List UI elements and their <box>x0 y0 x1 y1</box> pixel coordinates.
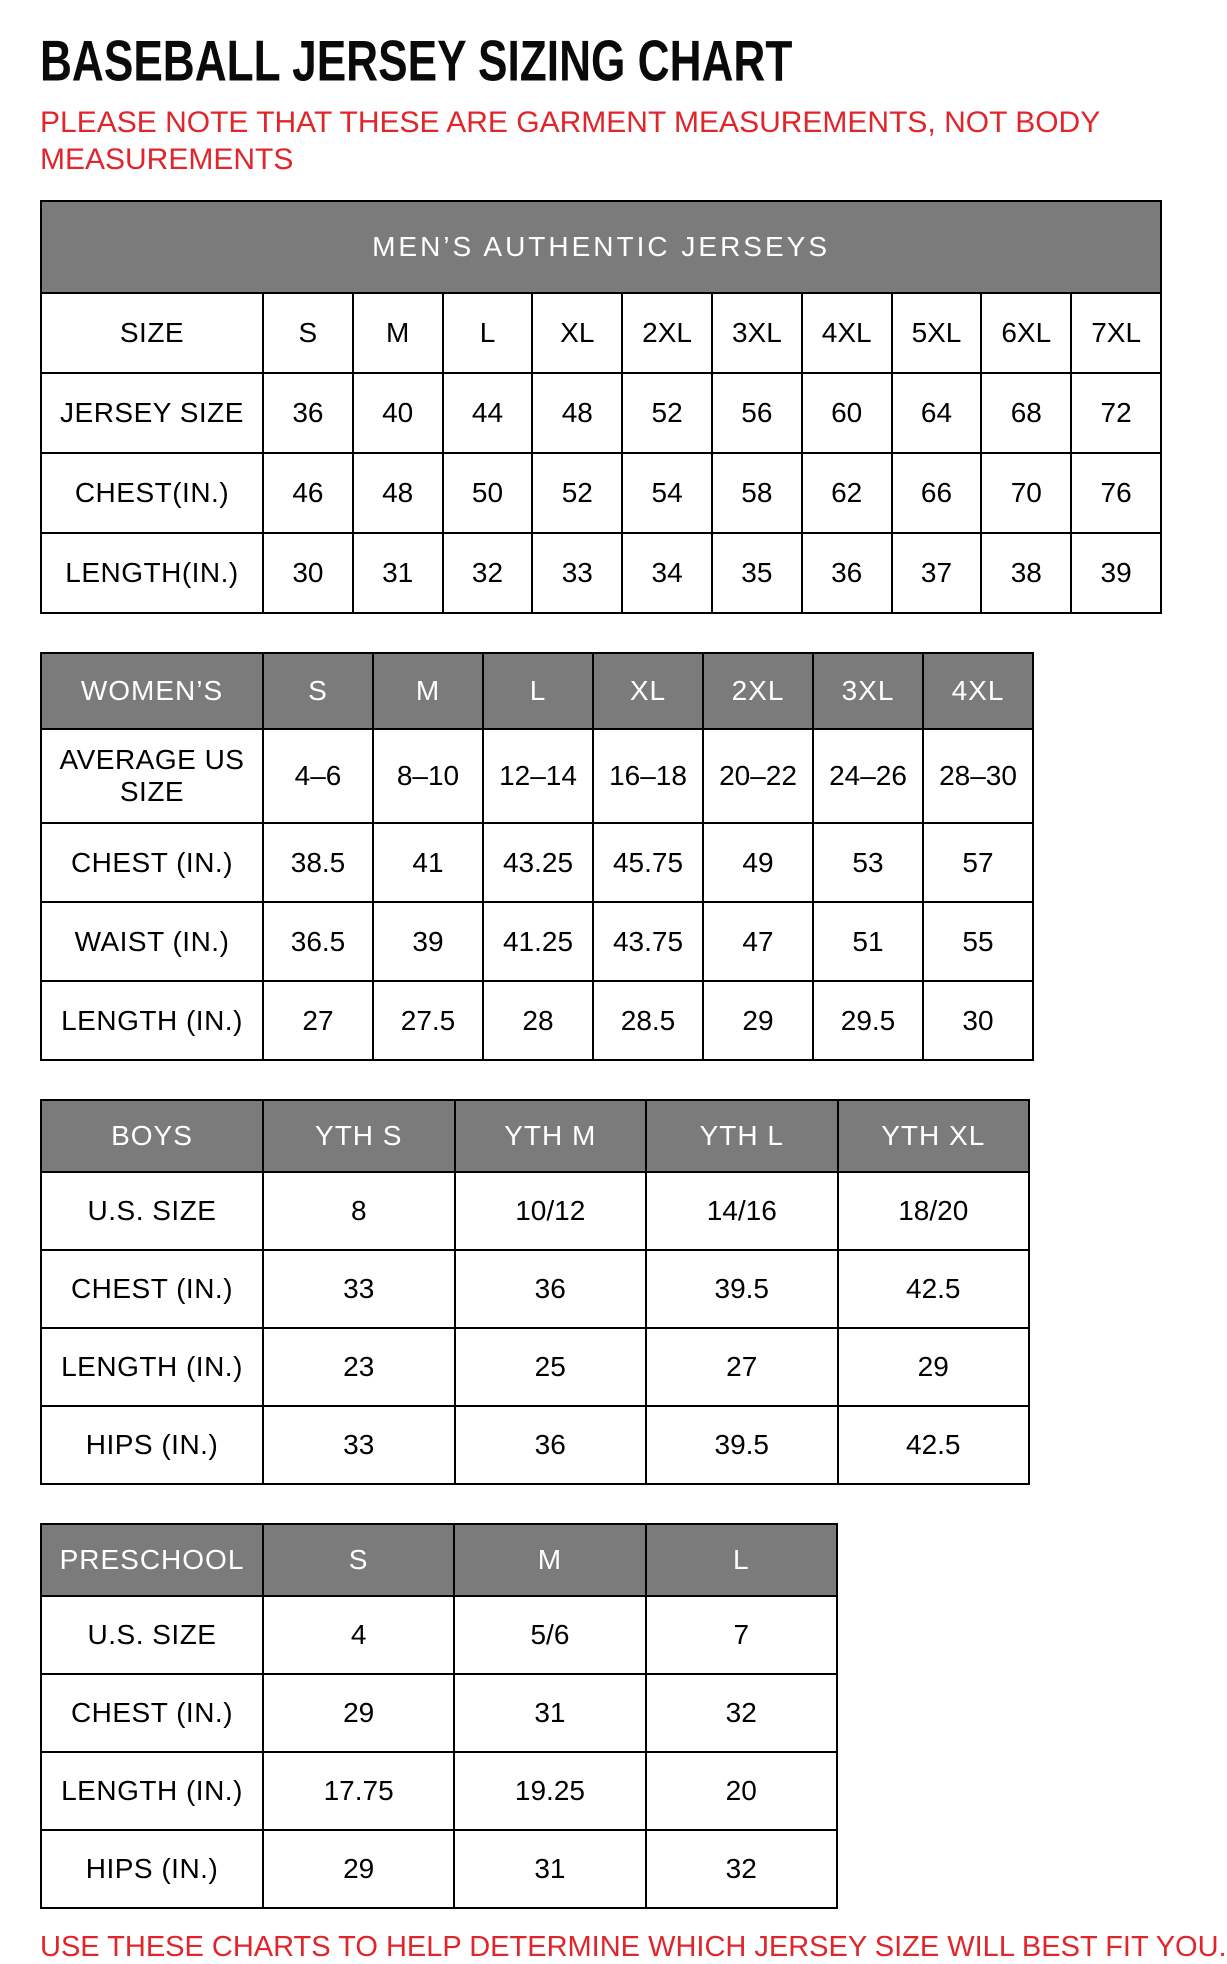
column-header: XL <box>593 653 703 729</box>
table-cell: 36 <box>263 373 353 453</box>
table-cell: 31 <box>454 1674 645 1752</box>
table-cell: 8–10 <box>373 729 483 823</box>
table-cell: L <box>443 293 533 373</box>
table-cell: 44 <box>443 373 533 453</box>
row-label-chest: CHEST (IN.) <box>41 1674 263 1752</box>
table-cell: 24–26 <box>813 729 923 823</box>
table-cell: 32 <box>646 1674 837 1752</box>
table-cell: 37 <box>892 533 982 613</box>
table-cell: 76 <box>1071 453 1161 533</box>
table-cell: 48 <box>353 453 443 533</box>
table-cell: 42.5 <box>838 1250 1030 1328</box>
table-cell: 17.75 <box>263 1752 454 1830</box>
table-cell: 66 <box>892 453 982 533</box>
row-label-us-size: U.S. SIZE <box>41 1172 263 1250</box>
table-cell: 39 <box>373 902 483 981</box>
table-cell: 20–22 <box>703 729 813 823</box>
table-cell: 36 <box>455 1406 647 1484</box>
table-cell: 55 <box>923 902 1033 981</box>
table-cell: 32 <box>646 1830 837 1908</box>
womens-table-header: WOMEN’S <box>41 653 263 729</box>
column-header: YTH XL <box>838 1100 1030 1172</box>
table-cell: 25 <box>455 1328 647 1406</box>
preschool-sizing-table <box>40 1523 838 1909</box>
column-header: 4XL <box>923 653 1033 729</box>
table-cell: S <box>263 293 353 373</box>
table-cell: 48 <box>532 373 622 453</box>
table-cell: 12–14 <box>483 729 593 823</box>
table-cell: 31 <box>454 1830 645 1908</box>
boys-table-header: BOYS <box>41 1100 263 1172</box>
row-label-waist: WAIST (IN.) <box>41 902 263 981</box>
table-cell: 27.5 <box>373 981 483 1060</box>
table-cell: 33 <box>532 533 622 613</box>
table-cell: 39.5 <box>646 1406 838 1484</box>
column-header: YTH S <box>263 1100 455 1172</box>
table-cell: 28 <box>483 981 593 1060</box>
column-header: M <box>454 1524 645 1596</box>
table-cell: 19.25 <box>454 1752 645 1830</box>
table-cell: 43.75 <box>593 902 703 981</box>
table-cell: 30 <box>923 981 1033 1060</box>
table-cell: 41 <box>373 823 483 902</box>
table-cell: 49 <box>703 823 813 902</box>
row-label-us-size: U.S. SIZE <box>41 1596 263 1674</box>
table-cell: 39.5 <box>646 1250 838 1328</box>
column-header: L <box>483 653 593 729</box>
row-label-length: LENGTH (IN.) <box>41 1328 263 1406</box>
table-cell: 8 <box>263 1172 455 1250</box>
table-cell: 29.5 <box>813 981 923 1060</box>
table-cell: 27 <box>263 981 373 1060</box>
table-cell: 60 <box>802 373 892 453</box>
table-cell: 64 <box>892 373 982 453</box>
table-cell: 18/20 <box>838 1172 1030 1250</box>
row-label-length: LENGTH(IN.) <box>41 533 263 613</box>
column-header: L <box>646 1524 837 1596</box>
table-cell: 36.5 <box>263 902 373 981</box>
table-cell: 43.25 <box>483 823 593 902</box>
table-cell: 50 <box>443 453 533 533</box>
column-header: YTH L <box>646 1100 838 1172</box>
table-cell: 16–18 <box>593 729 703 823</box>
row-label-average-us-size: AVERAGE US SIZE <box>41 729 263 823</box>
table-cell: 7 <box>646 1596 837 1674</box>
table-cell: 36 <box>455 1250 647 1328</box>
row-label-size: SIZE <box>41 293 263 373</box>
table-cell: 4 <box>263 1596 454 1674</box>
table-cell: 29 <box>703 981 813 1060</box>
table-cell: 34 <box>622 533 712 613</box>
table-cell: 39 <box>1071 533 1161 613</box>
row-label-chest: CHEST (IN.) <box>41 823 263 902</box>
table-cell: 45.75 <box>593 823 703 902</box>
table-cell: 51 <box>813 902 923 981</box>
table-cell: 53 <box>813 823 923 902</box>
column-header: M <box>373 653 483 729</box>
table-cell: 4XL <box>802 293 892 373</box>
table-cell: 52 <box>622 373 712 453</box>
table-cell: 72 <box>1071 373 1161 453</box>
column-header: S <box>263 653 373 729</box>
table-cell: 7XL <box>1071 293 1161 373</box>
table-cell: 46 <box>263 453 353 533</box>
table-cell: 56 <box>712 373 802 453</box>
table-cell: 54 <box>622 453 712 533</box>
column-header: YTH M <box>455 1100 647 1172</box>
boys-sizing-table <box>40 1099 1030 1485</box>
table-cell: 6XL <box>981 293 1071 373</box>
row-label-chest: CHEST (IN.) <box>41 1250 263 1328</box>
table-cell: 4–6 <box>263 729 373 823</box>
table-cell: 57 <box>923 823 1033 902</box>
table-cell: 40 <box>353 373 443 453</box>
table-cell: XL <box>532 293 622 373</box>
table-cell: 38.5 <box>263 823 373 902</box>
column-header: 3XL <box>813 653 923 729</box>
table-cell: 62 <box>802 453 892 533</box>
table-cell: 32 <box>443 533 533 613</box>
measurement-note: PLEASE NOTE THAT THESE ARE GARMENT MEASUREMENTS, NOT BODY MEASUREMENTS <box>40 106 1100 176</box>
table-cell: 29 <box>263 1830 454 1908</box>
table-cell: 68 <box>981 373 1071 453</box>
table-cell: 14/16 <box>646 1172 838 1250</box>
table-cell: 31 <box>353 533 443 613</box>
column-header: S <box>263 1524 454 1596</box>
table-cell: 58 <box>712 453 802 533</box>
row-label-length: LENGTH (IN.) <box>41 981 263 1060</box>
column-header: 2XL <box>703 653 813 729</box>
table-cell: 29 <box>838 1328 1030 1406</box>
table-cell: 38 <box>981 533 1071 613</box>
preschool-table-header: PRESCHOOL <box>41 1524 263 1596</box>
table-cell: 30 <box>263 533 353 613</box>
womens-sizing-table <box>40 652 1034 1061</box>
row-label-jersey-size: JERSEY SIZE <box>41 373 263 453</box>
table-cell: 33 <box>263 1406 455 1484</box>
mens-table-banner: MEN’S AUTHENTIC JERSEYS <box>41 201 1161 293</box>
fit-advice-footer: USE THESE CHARTS TO HELP DETERMINE WHICH JERSEY SIZE WILL BEST FIT YOU. <box>40 1931 1227 1963</box>
table-cell: 28.5 <box>593 981 703 1060</box>
table-cell: 10/12 <box>455 1172 647 1250</box>
table-cell: 23 <box>263 1328 455 1406</box>
mens-sizing-table <box>40 200 1162 614</box>
table-cell: 29 <box>263 1674 454 1752</box>
table-cell: 2XL <box>622 293 712 373</box>
table-cell: 35 <box>712 533 802 613</box>
row-label-chest: CHEST(IN.) <box>41 453 263 533</box>
table-cell: 47 <box>703 902 813 981</box>
table-cell: 28–30 <box>923 729 1033 823</box>
table-cell: 5/6 <box>454 1596 645 1674</box>
row-label-hips: HIPS (IN.) <box>41 1830 263 1908</box>
table-cell: 33 <box>263 1250 455 1328</box>
table-cell: 36 <box>802 533 892 613</box>
table-cell: 20 <box>646 1752 837 1830</box>
table-cell: M <box>353 293 443 373</box>
table-cell: 42.5 <box>838 1406 1030 1484</box>
table-cell: 41.25 <box>483 902 593 981</box>
table-cell: 27 <box>646 1328 838 1406</box>
row-label-hips: HIPS (IN.) <box>41 1406 263 1484</box>
table-cell: 3XL <box>712 293 802 373</box>
page-title: BASEBALL JERSEY SIZING CHART <box>40 30 793 94</box>
table-cell: 52 <box>532 453 622 533</box>
table-cell: 5XL <box>892 293 982 373</box>
row-label-length: LENGTH (IN.) <box>41 1752 263 1830</box>
table-cell: 70 <box>981 453 1071 533</box>
